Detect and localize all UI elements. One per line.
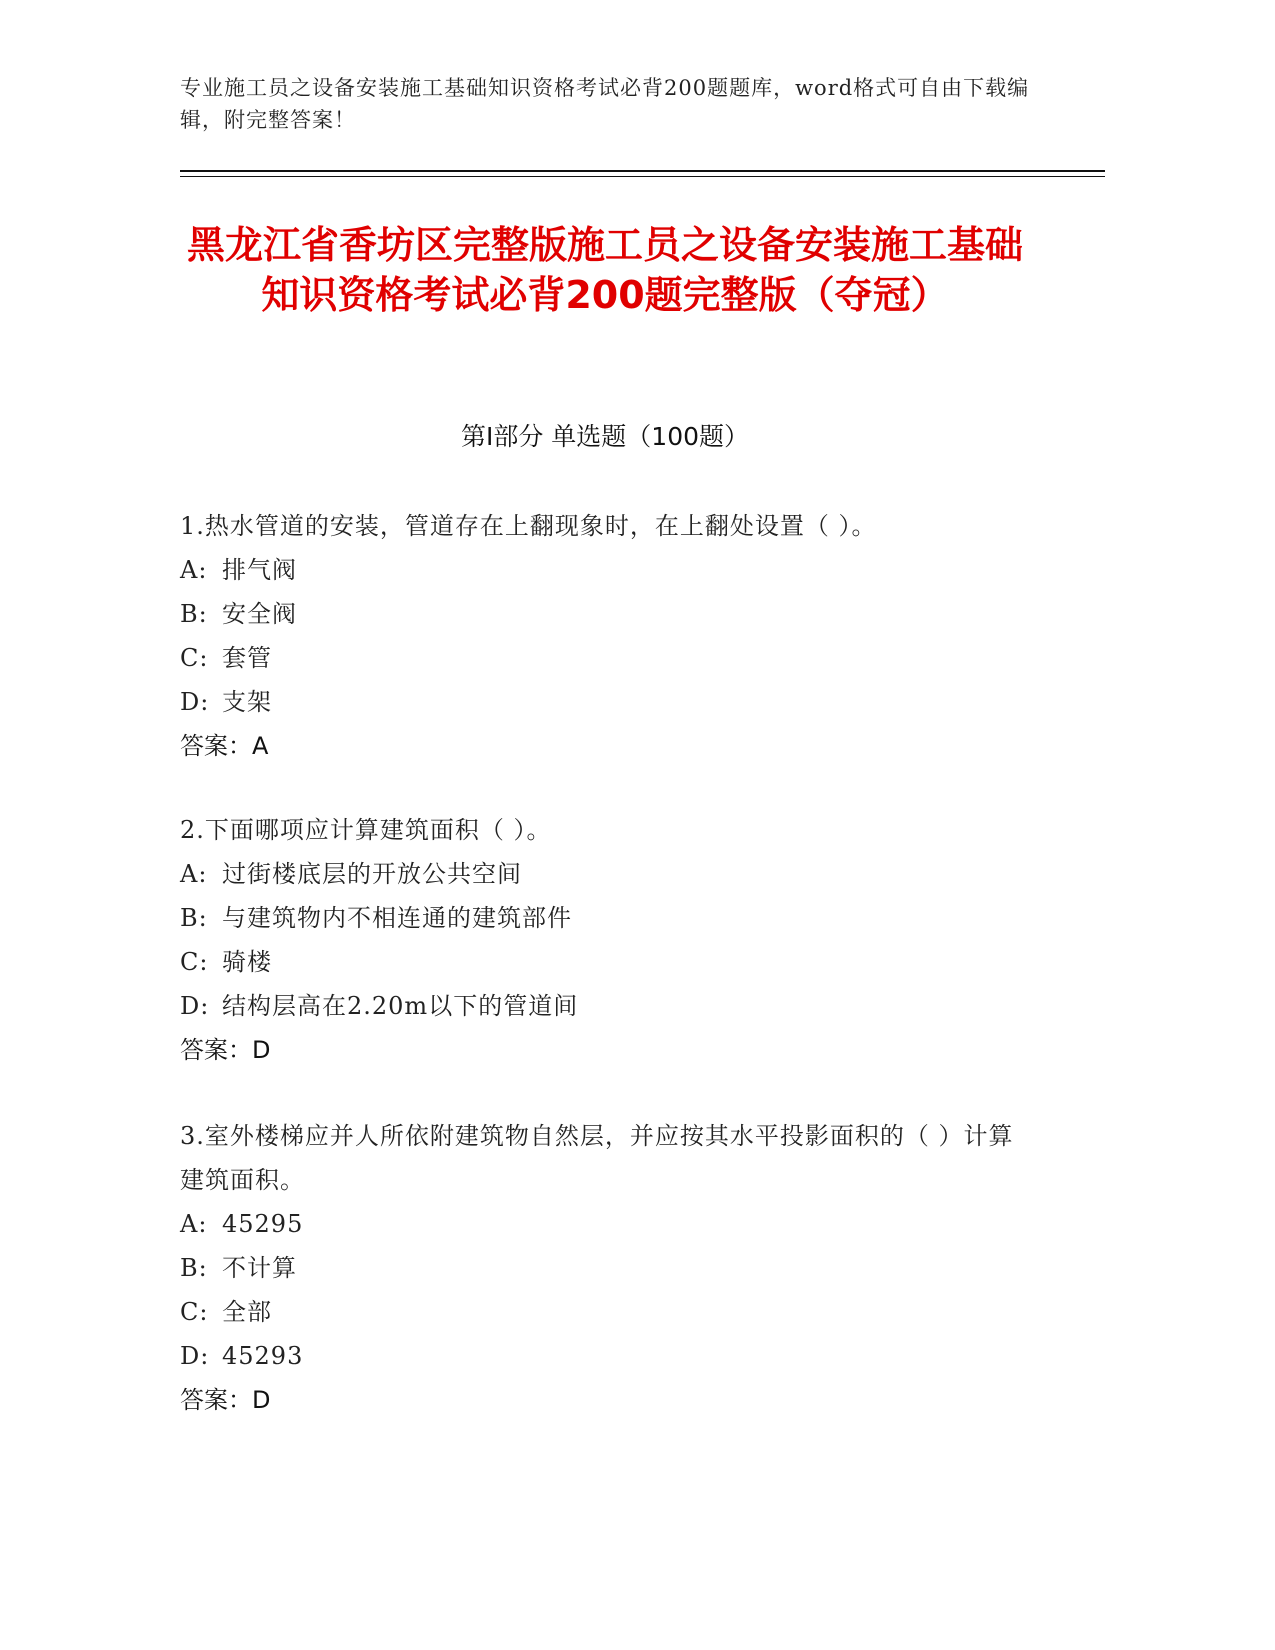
option-key: C: [180, 1298, 209, 1326]
option-text: 支架 [222, 688, 272, 716]
answer: 答案：A [180, 732, 269, 760]
option-key: D: [180, 1342, 210, 1370]
option-key: A: [180, 556, 208, 584]
option-text: 全部 [222, 1298, 272, 1326]
header-rule-thin [180, 176, 1105, 177]
option-text: 安全阀 [222, 600, 297, 628]
option-key: B: [180, 600, 208, 628]
option-text: 套管 [222, 644, 272, 672]
option-text: 过街楼底层的开放公共空间 [222, 860, 522, 888]
option-text: 与建筑物内不相连通的建筑部件 [222, 904, 572, 932]
option-key: A: [180, 1210, 208, 1238]
option-text: 45295 [222, 1210, 304, 1238]
option-b [180, 896, 1030, 940]
header-note: 专业施工员之设备安装施工基础知识资格考试必背200题题库，word格式可自由下载编辑，附完整答案！ [180, 76, 1030, 132]
option-key: B: [180, 1254, 208, 1282]
question-2 [180, 808, 1030, 1072]
document-title: 黑龙江省香坊区完整版施工员之设备安装施工基础知识资格考试必背200题完整版（夺冠） [186, 223, 1023, 317]
option-a [180, 548, 1030, 592]
option-text: 结构层高在2.20m以下的管道间 [222, 992, 579, 1020]
option-a [180, 852, 1030, 896]
option-key: D: [180, 688, 210, 716]
option-c [180, 940, 1030, 984]
option-c [180, 1290, 1030, 1334]
section-title: 第I部分 单选题（100题） [460, 422, 750, 451]
answer: 答案：D [180, 1386, 271, 1414]
question-3 [180, 1114, 1030, 1422]
option-key: C: [180, 644, 209, 672]
option-b [180, 1246, 1030, 1290]
question-1 [180, 504, 1030, 768]
option-text: 45293 [222, 1342, 304, 1370]
option-text: 排气阀 [222, 556, 297, 584]
option-c [180, 636, 1030, 680]
option-text: 骑楼 [222, 948, 272, 976]
option-text: 不计算 [222, 1254, 297, 1282]
option-key: C: [180, 948, 209, 976]
question-stem: 1.热水管道的安装，管道存在上翻现象时，在上翻处设置（ ）。 [180, 512, 877, 540]
option-d [180, 984, 1030, 1028]
option-b [180, 592, 1030, 636]
option-a [180, 1202, 1030, 1246]
question-stem: 2.下面哪项应计算建筑面积（ ）。 [180, 816, 552, 844]
option-d [180, 680, 1030, 724]
answer: 答案：D [180, 1036, 271, 1064]
option-key: A: [180, 860, 208, 888]
option-key: B: [180, 904, 208, 932]
question-stem: 3.室外楼梯应并人所依附建筑物自然层，并应按其水平投影面积的（ ）计算建筑面积。 [180, 1122, 1014, 1194]
option-d [180, 1334, 1030, 1378]
option-key: D: [180, 992, 210, 1020]
header-rule-thick [180, 170, 1105, 172]
